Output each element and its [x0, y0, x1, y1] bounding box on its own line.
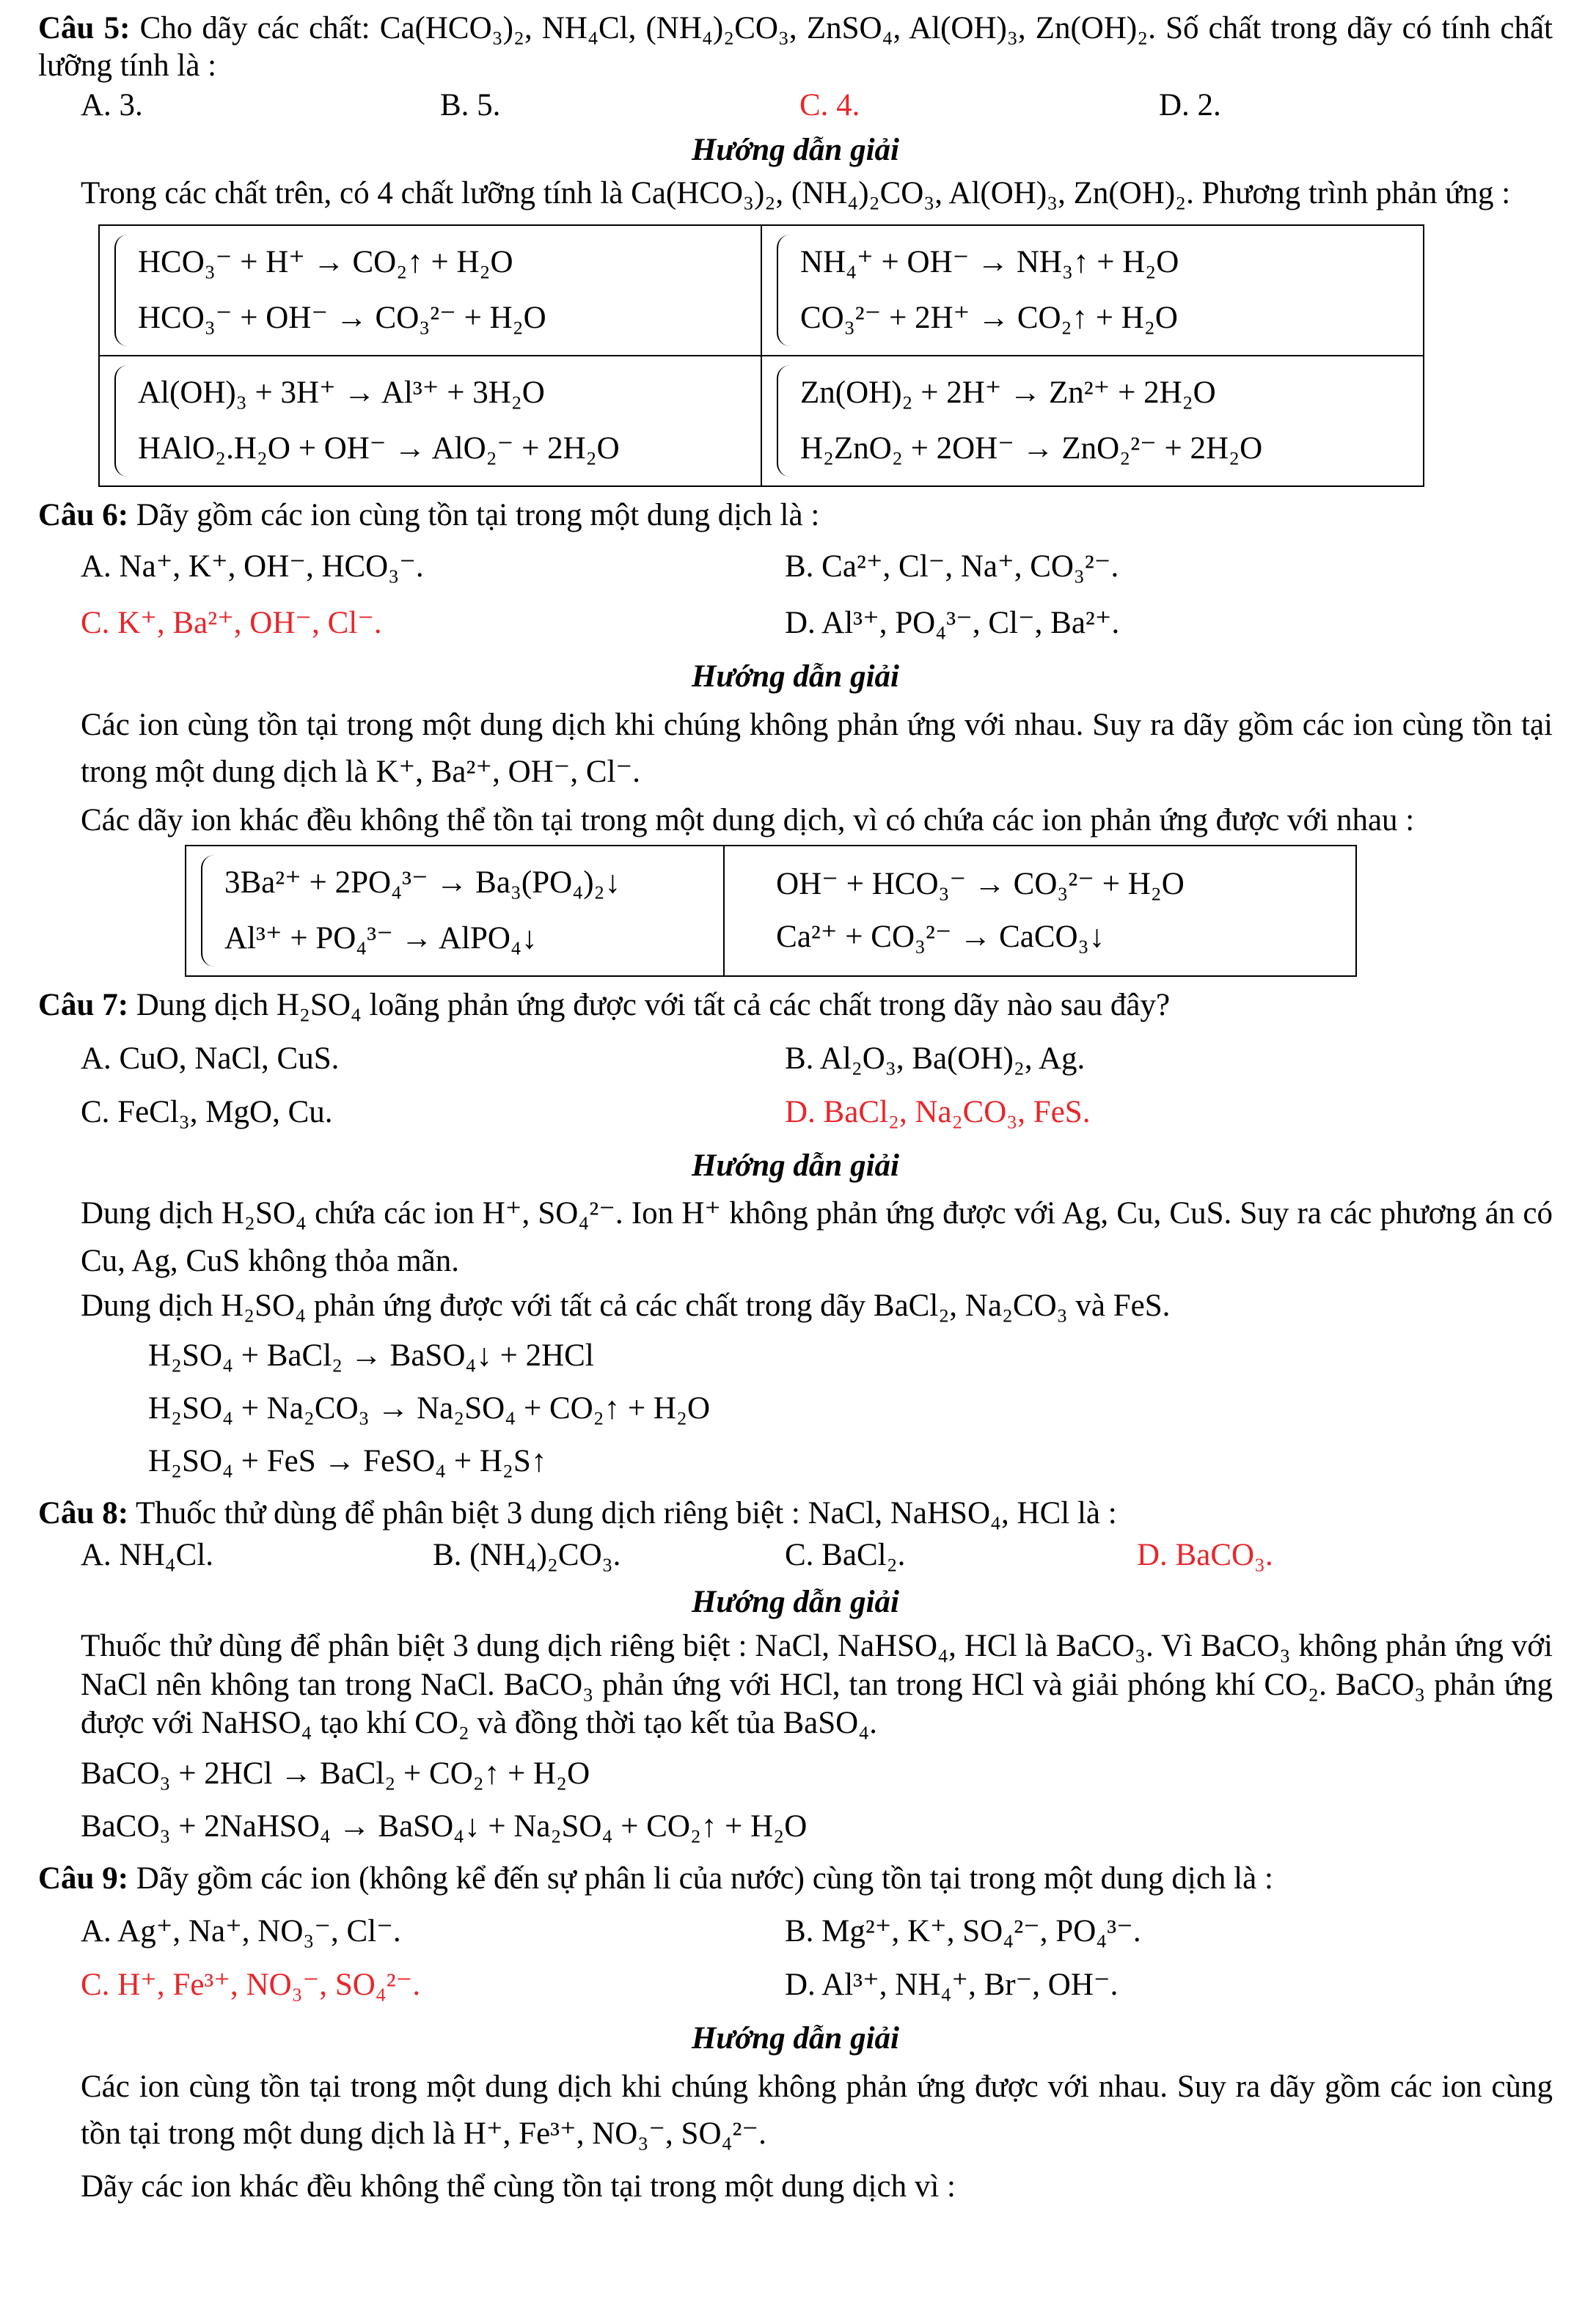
q9-text: Dãy gồm các ion (không kể đến sự phân li của nước) cùng tồn tại trong một dung dịch là :	[136, 1861, 1273, 1896]
q9-option-b: B. Mg²⁺, K⁺, SO₄²⁻, PO₄³⁻.	[785, 1914, 1141, 1949]
q5-eq-5: Al(OH)₃ + 3H⁺ → Al³⁺ + 3H₂O	[138, 375, 545, 410]
q7-text: Dung dịch H₂SO₄ loãng phản ứng được với tất cả các chất trong dãy nào sau đây?	[136, 988, 1171, 1023]
q9-label: Câu 9:	[38, 1861, 129, 1896]
q5-eq-7: Zn(OH)₂ + 2H⁺ → Zn²⁺ + 2H₂O	[800, 375, 1216, 410]
q6-options-row1	[38, 549, 1553, 586]
q9-option-d: D. Al³⁺, NH₄⁺, Br⁻, OH⁻.	[785, 1968, 1119, 2003]
q7-guide-text2: Dung dịch H₂SO₄ phản ứng được với tất cả các chất trong dãy BaCl₂, Na₂CO₃ và FeS.	[81, 1289, 1171, 1324]
q6-option-b: B. Ca²⁺, Cl⁻, Na⁺, CO₃²⁻.	[785, 549, 1119, 584]
q7-guide-heading: Hướng dẫn giải	[691, 1148, 899, 1183]
q9-options-row2	[38, 1967, 1553, 2004]
q7-eq-3: H₂SO₄ + FeS → FeSO₄ + H₂S↑	[148, 1444, 547, 1479]
q5-eq-1: HCO₃⁻ + H⁺ → CO₂↑ + H₂O	[138, 244, 513, 279]
q6-eq-2: Al³⁺ + PO₄³⁻ → AlPO₄↓	[224, 921, 538, 956]
q8-stem	[38, 1495, 1553, 1533]
q6-option-a: A. Na⁺, K⁺, OH⁻, HCO₃⁻.	[81, 549, 424, 584]
q7-label: Câu 7:	[38, 988, 129, 1023]
q8-option-b: B. (NH₄)₂CO₃.	[433, 1537, 621, 1572]
q5-eq-6: HAlO₂.H₂O + OH⁻ → AlO₂⁻ + 2H₂O	[138, 430, 620, 466]
q6-stem	[38, 497, 1553, 535]
q5-eq-3: NH₄⁺ + OH⁻ → NH₃↑ + H₂O	[800, 244, 1179, 279]
q9-option-c: C. H⁺, Fe³⁺, NO₃⁻, SO₄²⁻.	[81, 1968, 421, 2003]
q7-options-row2	[38, 1094, 1553, 1132]
q5-guide-heading: Hướng dẫn giải	[691, 133, 899, 168]
q6-text: Dãy gồm các ion cùng tồn tại trong một dung dịch là :	[136, 497, 820, 532]
q8-eq-2: BaCO₃ + 2NaHSO₄ → BaSO₄↓ + Na₂SO₄ + CO₂↑ + H₂O	[81, 1808, 808, 1844]
q5-option-b: B. 5.	[440, 88, 501, 123]
q7-options-row1	[38, 1041, 1553, 1078]
q8-text: Thuốc thử dùng để phân biệt 3 dung dịch riêng biệt : NaCl, NaHSO₄, HCl là :	[136, 1496, 1117, 1531]
q5-option-a: A. 3.	[81, 88, 143, 123]
q9-stem	[38, 1861, 1553, 1898]
q7-option-d: D. BaCl₂, Na₂CO₃, FeS.	[785, 1094, 1091, 1129]
q7-option-b: B. Al₂O₃, Ba(OH)₂, Ag.	[785, 1041, 1086, 1077]
q8-option-c: C. BaCl₂.	[785, 1537, 906, 1572]
q8-guide-text: Thuốc thử dùng để phân biệt 3 dung dịch riêng biệt : NaCl, NaHSO₄, HCl là BaCO₃. Vì BaCO₃ không phản ứng với NaCl nên không tan trong NaCl. BaCO₃ phản ứng với HCl, tan trong HCl và giải phóng khí CO₂. BaCO₃ phản ứng được với NaHSO₄ tạo khí CO₂ và đồng thời tạo kết tủa BaSO₄.	[81, 1629, 1553, 1741]
q5-text: Cho dãy các chất: Ca(HCO₃)₂, NH₄Cl, (NH₄)₂CO₃, ZnSO₄, Al(OH)₃, Zn(OH)₂. Số chất trong dãy có tính chất lưỡng tính là :	[38, 11, 1553, 83]
q6-cell-oh-ca	[724, 846, 1356, 976]
q6-guide-text2: Các dãy ion khác đều không thể tồn tại trong một dung dịch, vì có chứa các ion phản ứng được với nhau :	[81, 802, 1415, 837]
q8-label: Câu 8:	[38, 1496, 129, 1531]
q7-option-a: A. CuO, NaCl, CuS.	[81, 1041, 340, 1077]
q6-label: Câu 6:	[38, 497, 129, 532]
q5-stem	[38, 10, 1553, 84]
q6-cell-ba-al	[186, 846, 724, 976]
q9-guide-heading: Hướng dẫn giải	[691, 2020, 899, 2056]
q5-guide-text: Trong các chất trên, có 4 chất lưỡng tính là Ca(HCO₃)₂, (NH₄)₂CO₃, Al(OH)₃, Zn(OH)₂. Phương trình phản ứng :	[81, 175, 1511, 210]
exam-page	[38, 10, 1553, 2205]
q6-option-d: D. Al³⁺, PO₄³⁻, Cl⁻, Ba²⁺.	[785, 606, 1120, 641]
q5-reaction-table	[98, 224, 1424, 487]
q5-cell-nh4-co3	[761, 225, 1424, 356]
q6-options-row2	[38, 605, 1553, 642]
q7-equations	[38, 1330, 1553, 1488]
q6-eq-4: Ca²⁺ + CO₃²⁻ → CaCO₃↓	[776, 920, 1105, 955]
q5-eq-2: HCO₃⁻ + OH⁻ → CO₃²⁻ + H₂O	[138, 300, 546, 335]
q5-cell-hco3	[99, 225, 761, 356]
q9-guide-text2: Dãy các ion khác đều không thể cùng tồn tại trong một dung dịch vì :	[81, 2169, 956, 2204]
q8-option-a: A. NH₄Cl.	[81, 1537, 214, 1572]
q9-guide-text1: Các ion cùng tồn tại trong một dung dịch khi chúng không phản ứng được với nhau. Suy ra dãy gồm các ion cùng tồn tại trong một dung dịch là H⁺, Fe³⁺, NO₃⁻, SO₄²⁻.	[81, 2069, 1553, 2152]
q6-guide-heading: Hướng dẫn giải	[691, 659, 899, 694]
q6-eq-1: 3Ba²⁺ + 2PO₄³⁻ → Ba₃(PO₄)₂↓	[224, 865, 621, 901]
q9-option-a: A. Ag⁺, Na⁺, NO₃⁻, Cl⁻.	[81, 1914, 401, 1949]
q5-eq-4: CO₃²⁻ + 2H⁺ → CO₂↑ + H₂O	[800, 300, 1178, 335]
q9-options-row1	[38, 1913, 1553, 1951]
q8-eq-1: BaCO₃ + 2HCl → BaCl₂ + CO₂↑ + H₂O	[81, 1756, 590, 1791]
q8-options	[38, 1537, 1553, 1575]
q6-reaction-table	[185, 845, 1357, 977]
q6-guide-text1: Các ion cùng tồn tại trong một dung dịch khi chúng không phản ứng với nhau. Suy ra dãy gồm các ion cùng tồn tại trong một dung dịch là K⁺, Ba²⁺, OH⁻, Cl⁻.	[81, 707, 1553, 790]
q8-guide-heading: Hướng dẫn giải	[691, 1585, 899, 1620]
q5-cell-znoh2	[761, 356, 1424, 486]
q7-guide-text1: Dung dịch H₂SO₄ chứa các ion H⁺, SO₄²⁻. Ion H⁺ không phản ứng được với Ag, Cu, CuS. Suy ra các phương án có Cu, Ag, CuS không thỏa mãn.	[81, 1196, 1553, 1278]
q7-option-c: C. FeCl₃, MgO, Cu.	[81, 1094, 333, 1129]
q6-eq-3: OH⁻ + HCO₃⁻ → CO₃²⁻ + H₂O	[776, 867, 1185, 902]
q5-label: Câu 5:	[38, 11, 131, 45]
q7-eq-1: H₂SO₄ + BaCl₂ → BaSO₄↓ + 2HCl	[148, 1338, 594, 1374]
q8-option-d: D. BaCO₃.	[1137, 1537, 1273, 1572]
q5-option-d: D. 2.	[1159, 88, 1221, 123]
q6-option-c: C. K⁺, Ba²⁺, OH⁻, Cl⁻.	[81, 606, 382, 641]
q7-eq-2: H₂SO₄ + Na₂CO₃ → Na₂SO₄ + CO₂↑ + H₂O	[148, 1391, 711, 1426]
q5-option-c: C. 4.	[799, 88, 860, 123]
q8-equations	[38, 1748, 1553, 1853]
q5-eq-8: H₂ZnO₂ + 2OH⁻ → ZnO₂²⁻ + 2H₂O	[800, 430, 1263, 466]
q7-stem	[38, 987, 1553, 1024]
q5-cell-aloh3	[99, 356, 761, 486]
q5-options	[38, 87, 1553, 125]
